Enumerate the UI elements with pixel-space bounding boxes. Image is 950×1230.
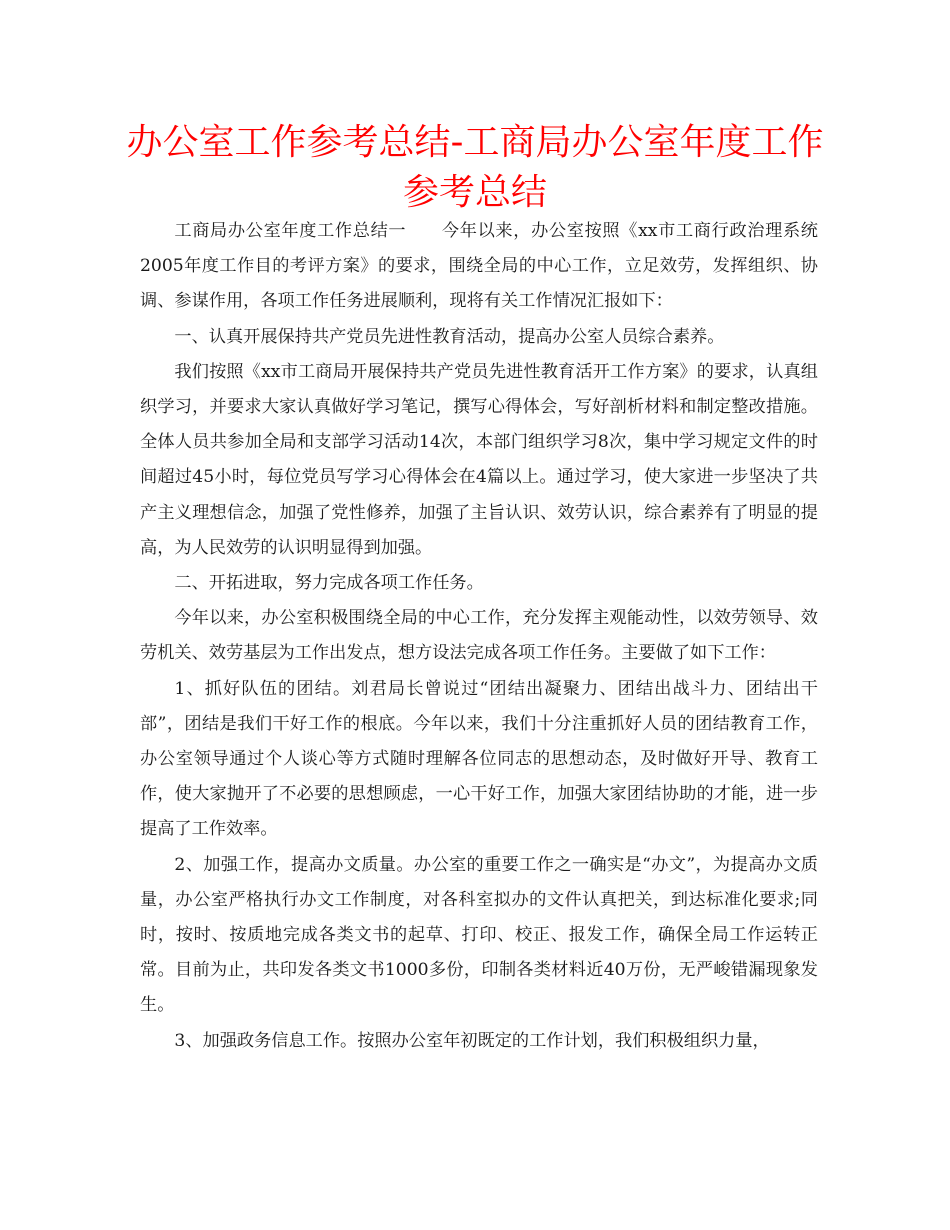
document-title: 办公室工作参考总结-工商局办公室年度工作参考总结 xyxy=(126,122,824,213)
paragraph-item-1: 1、抓好队伍的团结。刘君局长曾说过“团结出凝聚力、团结出战斗力、团结出干部”，团结是我们干好工作的根底。今年以来，我们十分注重抓好人员的团结教育工作，办公室领导通过个人谈心等方式随时理解各位同志的思想动态，及时做好开导、教育工作，使大家抛开了不必要的思想顾虑，一心干好工作，加强大家团结协助的才能，进一步提高了工作效率。 xyxy=(140,678,818,840)
paragraph-item-3: 3、加强政务信息工作。按照办公室年初既定的工作计划，我们积极组织力量， xyxy=(174,1030,770,1051)
paragraph-overview: 今年以来，办公室积极围绕全局的中心工作，充分发挥主观能动性，以效劳领导、效劳机关、效劳基层为工作出发点，想方设法完成各项工作任务。主要做了如下工作： xyxy=(140,608,818,664)
paragraph-item-2: 2、加强工作，提高办文质量。办公室的重要工作之一确实是“办文”，为提高办文质量，办公室严格执行办文工作制度，对各科室拟办的文件认真把关，到达标准化要求;同时，按时、按质地完成各类文书的起草、打印、校正、报发工作，确保全局工作运转正常。目前为止，共印发各类文书1000多份，印制各类材料近40万份，无严峻错漏现象发生。 xyxy=(140,854,818,1016)
document-body xyxy=(140,214,818,1059)
paragraph-heading-2: 二、开拓进取，努力完成各项工作任务。 xyxy=(174,573,484,594)
paragraph-intro: 工商局办公室年度工作总结一 今年以来，办公室按照《xx市工商行政治理系统2005年度工作目的考评方案》的要求，围绕全局的中心工作，立足效劳，发挥组织、协调、参谋作用，各项工作任务进展顺利，现将有关工作情况汇报如下： xyxy=(140,221,818,312)
paragraph-heading-1: 一、认真开展保持共产党员先进性教育活动，提高办公室人员综合素养。 xyxy=(174,326,725,347)
paragraph-study: 我们按照《xx市工商局开展保持共产党员先进性教育活开工作方案》的要求，认真组织学习，并要求大家认真做好学习笔记，撰写心得体会，写好剖析材料和制定整改措施。全体人员共参加全局和支部学习活动14次，本部门组织学习8次，集中学习规定文件的时间超过45小时，每位党员写学习心得体会在4篇以上。通过学习，使大家进一步坚决了共产主义理想信念，加强了党性修养，加强了主旨认识、效劳认识，综合素养有了明显的提高，为人民效劳的认识明显得到加强。 xyxy=(140,361,818,558)
